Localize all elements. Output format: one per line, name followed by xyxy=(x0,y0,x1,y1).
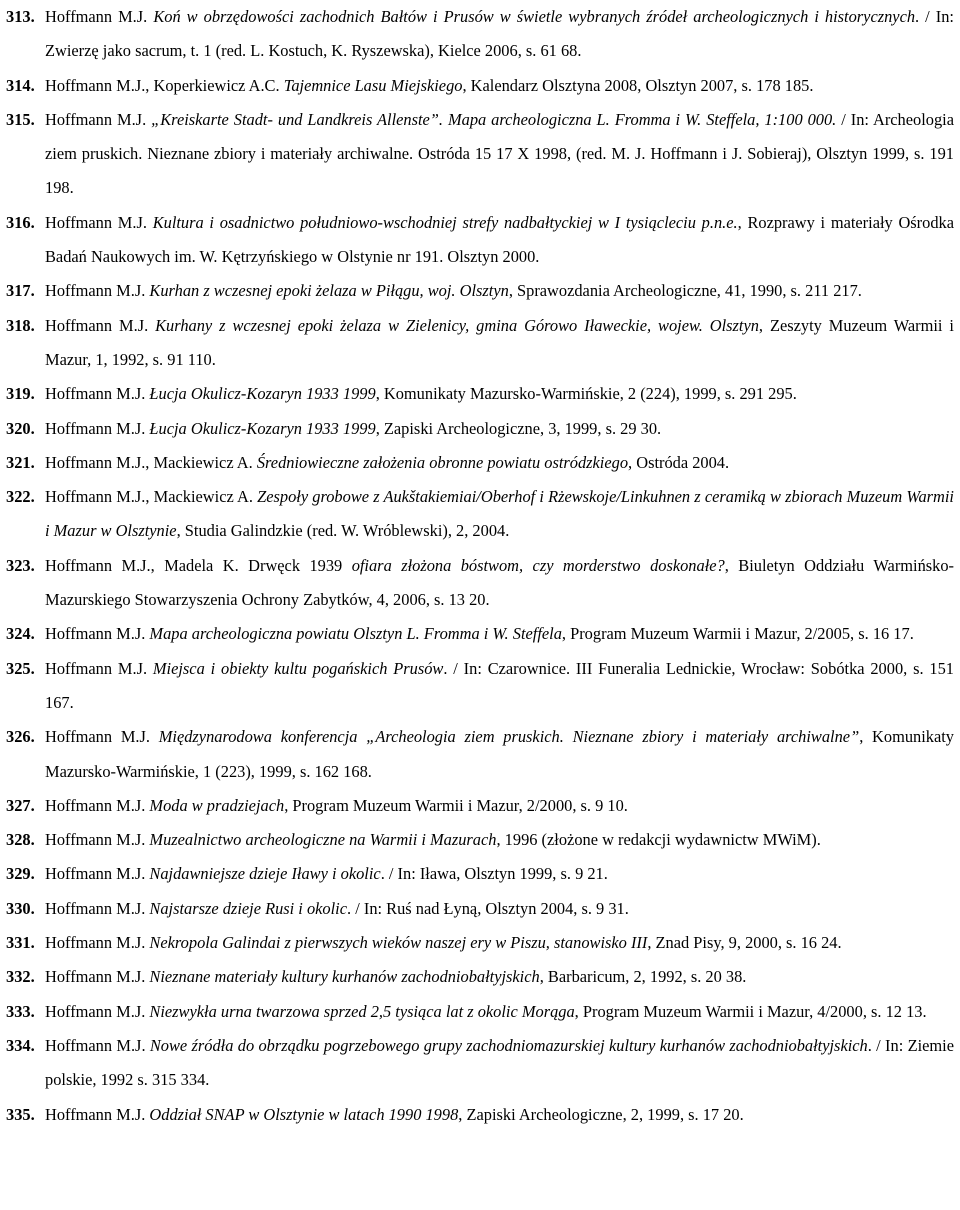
entry-text: , Studia Galindzkie (red. W. Wróblewski), 2, 2004. xyxy=(176,521,510,541)
entry-text: , 1996 (złożone w redakcji wydawnictw MWiM). xyxy=(496,830,821,850)
entry-text: , Komunikaty Mazursko-Warmińskie, 1 (223), 1999, s. 162 168. xyxy=(45,727,954,781)
entry-number: 334. xyxy=(6,1035,35,1055)
entry-number: 313. xyxy=(6,7,35,26)
bibliography-entry xyxy=(6,789,954,823)
entry-number: 315. xyxy=(6,109,35,129)
entry-text: Hoffmann M.J., Mackiewicz A. xyxy=(45,452,257,472)
entry-number: 317. xyxy=(6,281,35,301)
entry-number: 333. xyxy=(6,1001,35,1021)
entry-text: . / In: Ruś nad Łyną, Olsztyn 2004, s. 9 31. xyxy=(347,898,629,918)
bibliography-entry xyxy=(6,480,954,549)
entry-text: Hoffmann M.J. xyxy=(45,1104,150,1124)
entry-number: 318. xyxy=(6,315,35,335)
bibliography-entry xyxy=(6,549,954,618)
bibliography-entry xyxy=(6,274,954,308)
entry-title: Nieznane materiały kultury kurhanów zachodniobałtyjskich xyxy=(149,967,540,987)
entry-title: Najstarsze dzieje Rusi i okolic xyxy=(149,898,348,918)
entry-text: Hoffmann M.J. xyxy=(45,315,156,335)
entry-text: . / In: Zwierzę jako sacrum, t. 1 (red. L. Kostuch, K. Ryszewska), Kielce 2006, s. 61 68. xyxy=(45,7,954,61)
entry-text: , Komunikaty Mazursko-Warmińskie, 2 (224), 1999, s. 291 295. xyxy=(375,384,797,404)
entry-number: 331. xyxy=(6,933,35,953)
entry-text: . / In: Iława, Olsztyn 1999, s. 9 21. xyxy=(380,864,608,884)
entry-title: ofiara złożona bóstwom, czy morderstwo doskonałe? xyxy=(351,555,725,575)
bibliography-entry xyxy=(6,857,954,891)
entry-title: „Kreiskarte Stadt- und Landkreis Allenste”. Mapa archeologiczna L. Fromma i W. Steffela, 1:100 000. xyxy=(151,109,837,129)
bibliography-entry xyxy=(6,1098,954,1132)
entry-number: 322. xyxy=(6,487,35,507)
entry-text: , Sprawozdania Archeologiczne, 41, 1990, s. 211 217. xyxy=(508,281,862,301)
bibliography-entry xyxy=(6,960,954,994)
entry-text: Hoffmann M.J., Madela K. Drwęck 1939 xyxy=(45,555,352,575)
bibliography-entry xyxy=(6,377,954,411)
entry-text: Hoffmann M.J. xyxy=(45,384,150,404)
entry-title: Miejsca i obiekty kultu pogańskich Prusów xyxy=(152,658,444,678)
entry-text: Hoffmann M.J. xyxy=(45,967,150,987)
entry-text: Hoffmann M.J. xyxy=(45,830,150,850)
entry-text: , Program Muzeum Warmii i Mazur, 2/2000, s. 9 10. xyxy=(284,795,628,815)
bibliography-entry xyxy=(6,0,954,69)
entry-text: , Znad Pisy, 9, 2000, s. 16 24. xyxy=(647,933,842,953)
bibliography-entry xyxy=(6,823,954,857)
bibliography-entry xyxy=(6,206,954,275)
entry-title: Tajemnice Lasu Miejskiego xyxy=(283,75,463,95)
entry-number: 332. xyxy=(6,967,35,987)
entry-text: Hoffmann M.J. xyxy=(45,109,152,129)
entry-text: , Barbaricum, 2, 1992, s. 20 38. xyxy=(539,967,747,987)
entry-title: Oddział SNAP w Olsztynie w latach 1990 1998 xyxy=(149,1104,459,1124)
entry-title: Moda w pradziejach xyxy=(149,795,285,815)
entry-text: , Kalendarz Olsztyna 2008, Olsztyn 2007, s. 178 185. xyxy=(462,75,814,95)
entry-title: Kurhan z wczesnej epoki żelaza w Piłągu, woj. Olsztyn xyxy=(149,281,509,301)
entry-text: / In: Archeologia ziem pruskich. Nieznane zbiory i materiały archiwalne. Ostróda 15 17 X 1998, (red. M. J. Hoffmann i J. Sobieraj), Olsztyn 1999, s. 191 198. xyxy=(45,109,954,198)
bibliography-entry xyxy=(6,446,954,480)
entry-title: Nekropola Galindai z pierwszych wieków naszej ery w Piszu, stanowisko III xyxy=(149,933,648,953)
entry-number: 327. xyxy=(6,795,35,815)
entry-title: Średniowieczne założenia obronne powiatu ostródzkiego xyxy=(256,452,629,472)
entry-text: Hoffmann M.J. xyxy=(45,933,150,953)
bibliography-entry xyxy=(6,69,954,103)
bibliography-entry xyxy=(6,892,954,926)
bibliography-entry xyxy=(6,309,954,378)
entry-text: , Zeszyty Muzeum Warmii i Mazur, 1, 1992, s. 91 110. xyxy=(45,315,954,369)
entry-text: Hoffmann M.J. xyxy=(45,795,150,815)
entry-text: , Rozprawy i materiały Ośrodka Badań Naukowych im. W. Kętrzyńskiego w Olstynie nr 191. Olsztyn 2000. xyxy=(45,212,954,267)
entry-title: Kurhany z wczesnej epoki żelaza w Zielenicy, gmina Górowo Iławeckie, wojew. Olsztyn xyxy=(155,315,759,335)
entry-number: 335. xyxy=(6,1104,35,1124)
entry-text: Hoffmann M.J. xyxy=(45,1001,150,1021)
entry-text: Hoffmann M.J. xyxy=(45,727,159,747)
entry-title: Muzealnictwo archeologiczne na Warmii i Mazurach xyxy=(149,830,497,850)
entry-number: 323. xyxy=(6,555,35,575)
entry-number: 319. xyxy=(6,384,35,404)
entry-text: Hoffmann M.J. xyxy=(45,281,150,301)
entry-number: 330. xyxy=(6,898,35,918)
entry-title: Kultura i osadnictwo południowo-wschodniej strefy nadbałtyckiej w I tysiącleciu p.n.e. xyxy=(152,212,738,232)
entry-title: Międzynarodowa konferencja „Archeologia ziem pruskich. Nieznane zbiory i materiały archiwalne” xyxy=(158,727,860,747)
entry-text: Hoffmann M.J., Koperkiewicz A.C. xyxy=(45,75,284,95)
entry-number: 326. xyxy=(6,727,35,747)
entry-text: . / In: Czarownice. III Funeralia Lednickie, Wrocław: Sobótka 2000, s. 151 167. xyxy=(45,658,954,712)
bibliography-entry xyxy=(6,1029,954,1098)
entry-text: , Ostróda 2004. xyxy=(628,452,730,472)
entry-title: Koń w obrzędowości zachodnich Bałtów i Prusów w świetle wybranych źródeł archeologicznych i historycznych xyxy=(153,7,916,26)
entry-number: 329. xyxy=(6,864,35,884)
bibliography-entry xyxy=(6,412,954,446)
entry-number: 314. xyxy=(6,75,35,95)
entry-text: Hoffmann M.J. xyxy=(45,898,150,918)
entry-text: Hoffmann M.J. xyxy=(45,7,154,26)
bibliography-list xyxy=(6,0,954,1132)
entry-title: Zespoły grobowe z Aukštakiemiai/Oberhof i Rżewskoje/Linkuhnen z ceramiką w zbiorach Muzeum Warmii i Mazur w Olsztynie xyxy=(45,487,954,541)
entry-text: Hoffmann M.J. xyxy=(45,864,150,884)
bibliography-entry xyxy=(6,103,954,206)
entry-title: Łucja Okulicz-Kozaryn 1933 1999 xyxy=(149,418,376,438)
entry-text: Hoffmann M.J., Mackiewicz A. xyxy=(45,487,258,507)
entry-text: Hoffmann M.J. xyxy=(45,1035,150,1055)
entry-title: Niezwykła urna twarzowa sprzed 2,5 tysiąca lat z okolic Morąga xyxy=(149,1001,575,1021)
entry-text: Hoffmann M.J. xyxy=(45,624,150,644)
entry-number: 324. xyxy=(6,624,35,644)
bibliography-entry xyxy=(6,720,954,789)
entry-text: . / In: Ziemie polskie, 1992 s. 315 334. xyxy=(45,1035,954,1090)
entry-text: Hoffmann M.J. xyxy=(45,212,153,232)
entry-number: 320. xyxy=(6,418,35,438)
entry-text: , Zapiski Archeologiczne, 2, 1999, s. 17 20. xyxy=(458,1104,744,1124)
entry-number: 316. xyxy=(6,212,35,232)
bibliography-entry xyxy=(6,652,954,721)
entry-title: Nowe źródła do obrządku pogrzebowego grupy zachodniomazurskiej kultury kurhanów zachodniobałtyjskich xyxy=(149,1035,868,1055)
entry-text: , Program Muzeum Warmii i Mazur, 4/2000, s. 12 13. xyxy=(574,1001,927,1021)
entry-text: Hoffmann M.J. xyxy=(45,658,153,678)
entry-text: , Zapiski Archeologiczne, 3, 1999, s. 29 30. xyxy=(375,418,662,438)
entry-title: Najdawniejsze dzieje Iławy i okolic xyxy=(149,864,381,884)
entry-number: 321. xyxy=(6,452,35,472)
entry-text: Hoffmann M.J. xyxy=(45,418,150,438)
bibliography-entry xyxy=(6,617,954,651)
entry-text: , Biuletyn Oddziału Warmińsko-Mazurskiego Stowarzyszenia Ochrony Zabytków, 4, 2006, s. 13 20. xyxy=(45,555,955,610)
entry-title: Łucja Okulicz-Kozaryn 1933 1999 xyxy=(149,384,376,404)
entry-text: , Program Muzeum Warmii i Mazur, 2/2005, s. 16 17. xyxy=(561,624,914,644)
entry-number: 328. xyxy=(6,830,35,850)
entry-number: 325. xyxy=(6,658,35,678)
entry-title: Mapa archeologiczna powiatu Olsztyn L. Fromma i W. Steffela xyxy=(149,624,562,644)
bibliography-entry xyxy=(6,995,954,1029)
bibliography-entry xyxy=(6,926,954,960)
